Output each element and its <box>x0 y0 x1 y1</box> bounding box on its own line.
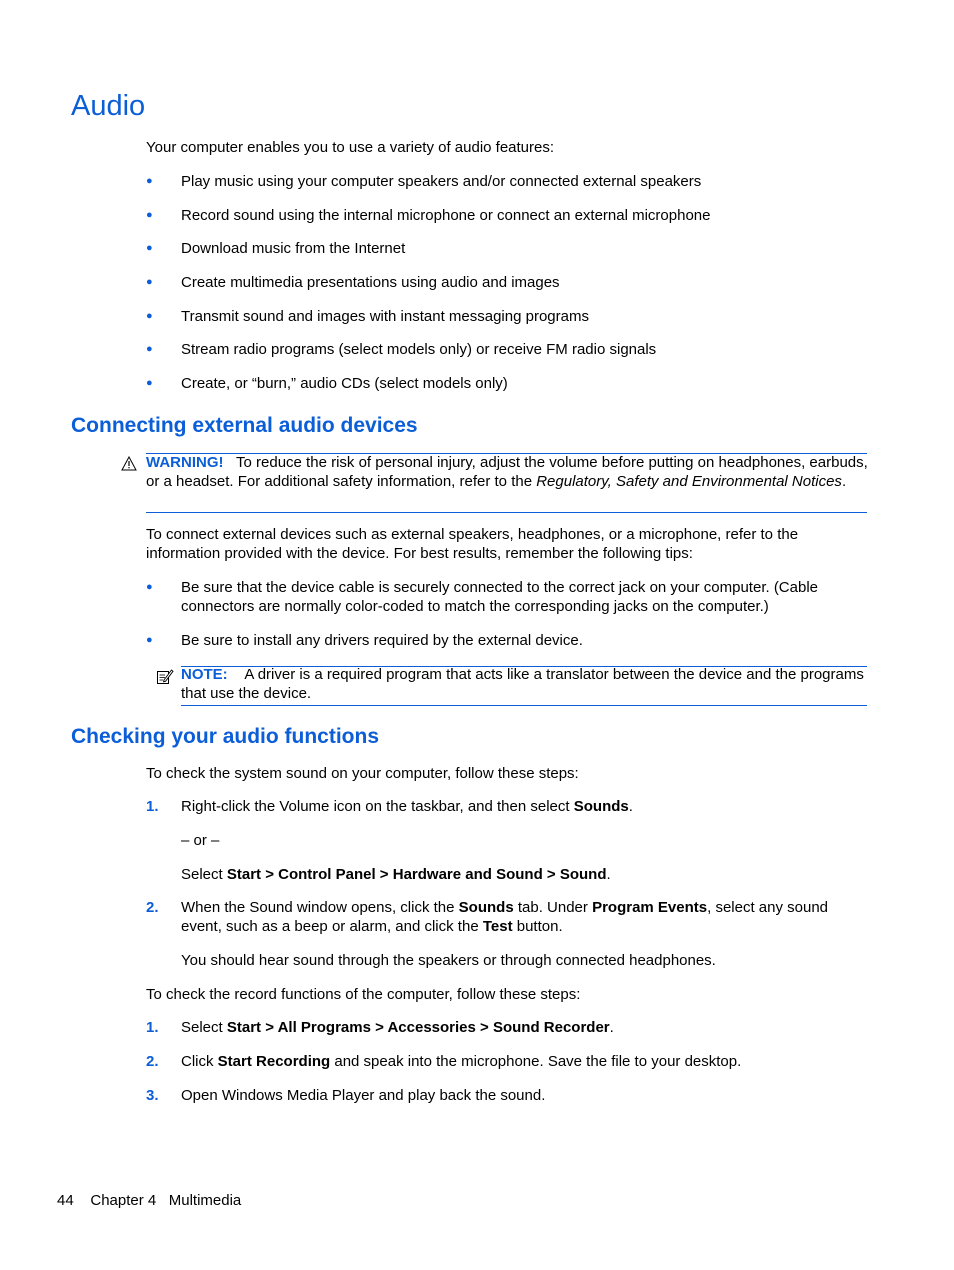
section-heading-checking: Checking your audio functions <box>71 725 380 748</box>
chapter-label: Chapter 4 <box>90 1192 157 1209</box>
select-path: Select Start > Control Panel > Hardware and Sound > Sound. <box>181 866 611 883</box>
note-box: NOTE: A driver is a required program that acts like a translator between the device and the programs that use the device. <box>181 666 864 702</box>
connect-paragraph: To connect external devices such as external speakers, headphones, or a microphone, refer to the information provided with the device. For best results, remember the following tips: <box>146 526 799 562</box>
page-footer <box>57 1192 241 1209</box>
warning-triangle-icon <box>121 456 137 471</box>
record-intro: To check the record functions of the computer, follow these steps: <box>146 986 581 1003</box>
step2-result: You should hear sound through the speakers or through connected headphones. <box>181 952 716 969</box>
note-label: NOTE: <box>181 666 228 683</box>
intro-text: Your computer enables you to use a variety of audio features: <box>146 139 555 156</box>
note-pencil-icon <box>156 668 174 685</box>
page-number: 44 <box>57 1192 74 1209</box>
note-bottom-rule <box>181 705 867 706</box>
section-heading-connecting: Connecting external audio devices <box>71 414 418 437</box>
or-separator: – or – <box>181 832 220 849</box>
warning-label: WARNING! <box>146 454 224 471</box>
warning-box: WARNING! To reduce the risk of personal injury, adjust the volume before putting on headphones, earbuds, or a headset. For additional safety information, refer to the Regulatory, Safety and Environmental Notices. <box>146 454 868 490</box>
notices-title: Regulatory, Safety and Environmental Notices <box>536 473 842 490</box>
sound-intro: To check the system sound on your computer, follow these steps: <box>146 765 579 782</box>
warning-bottom-rule <box>146 512 867 513</box>
chapter-title: Multimedia <box>168 1192 242 1209</box>
page-title: Audio <box>71 90 146 122</box>
